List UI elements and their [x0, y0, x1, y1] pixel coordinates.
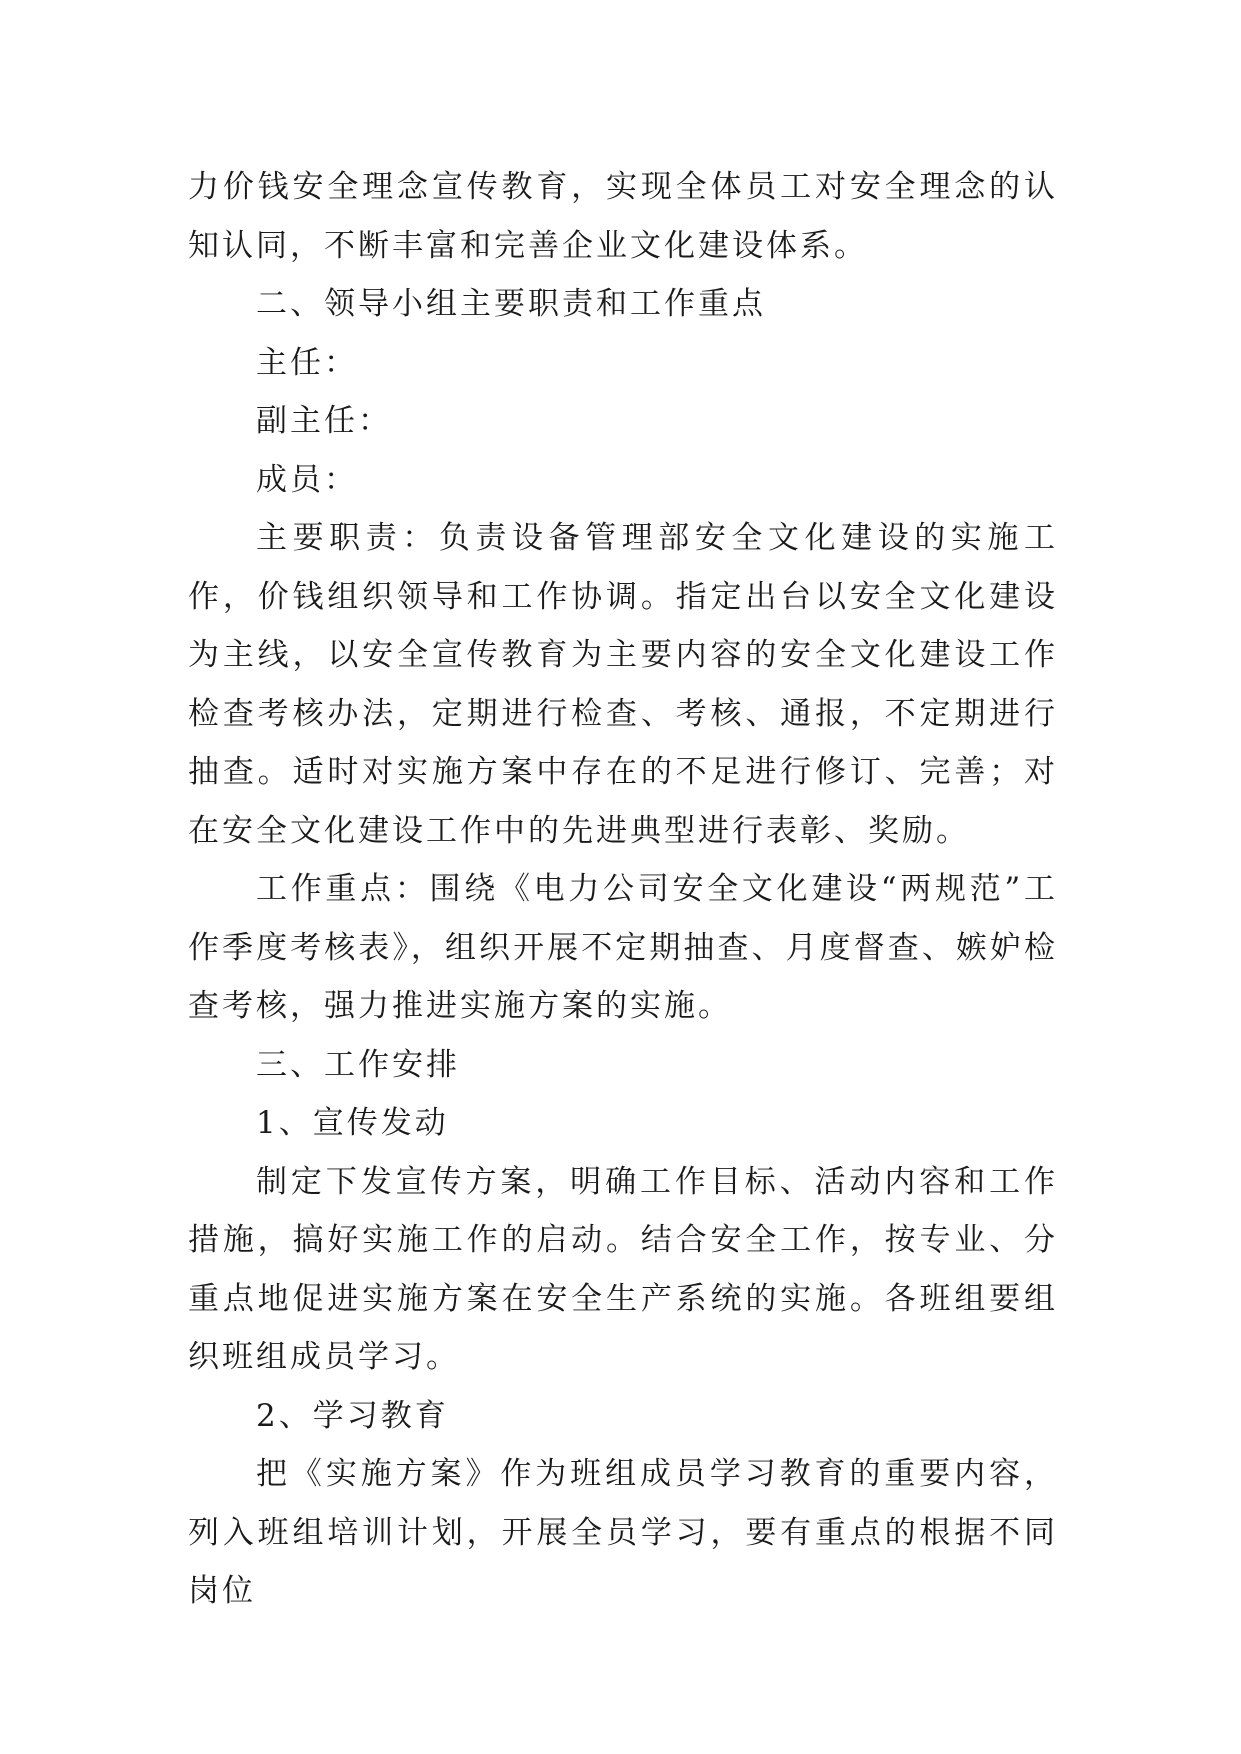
subheading-learning: 2、学习教育: [256, 1397, 449, 1434]
paragraph-learning: 把《实施方案》作为班组成员学习教育的重要内容，列入班组培训计划，开展全员学习，要有重点的根据不同岗位: [188, 1456, 1058, 1609]
section-heading-3: 三、工作安排: [256, 1046, 460, 1083]
members-line: 成员：: [256, 461, 358, 498]
document-body: [188, 158, 1058, 1621]
paragraph-responsibilities: 主要职责：负责设备管理部安全文化建设的实施工作，价钱组织领导和工作协调。指定出台以安全文化建设为主线，以安全宣传教育为主要内容的安全文化建设工作检查考核办法，定期进行检查、考核、通报，不定期进行抽查。适时对实施方案中存在的不足进行修订、完善；对在安全文化建设工作中的先进典型进行表彰、奖励。: [188, 520, 1058, 849]
paragraph-publicity: 制定下发宣传方案，明确工作目标、活动内容和工作措施，搞好实施工作的启动。结合安全工作，按专业、分重点地促进实施方案在安全生产系统的实施。各班组要组织班组成员学习。: [188, 1163, 1058, 1375]
paragraph-intro: 力价钱安全理念宣传教育，实现全体员工对安全理念的认知认同，不断丰富和完善企业文化建设体系。: [188, 169, 1058, 264]
deputy-director-line: 副主任：: [256, 403, 392, 439]
subheading-publicity: 1、宣传发动: [256, 1105, 449, 1141]
section-heading-2: 二、领导小组主要职责和工作重点: [256, 286, 766, 322]
paragraph-work-focus: 工作重点：围绕《电力公司安全文化建设“两规范”工作季度考核表》，组织开展不定期抽查、月度督查、嫉妒检查考核，强力推进实施方案的实施。: [188, 871, 1058, 1024]
director-line: 主任：: [256, 344, 358, 381]
